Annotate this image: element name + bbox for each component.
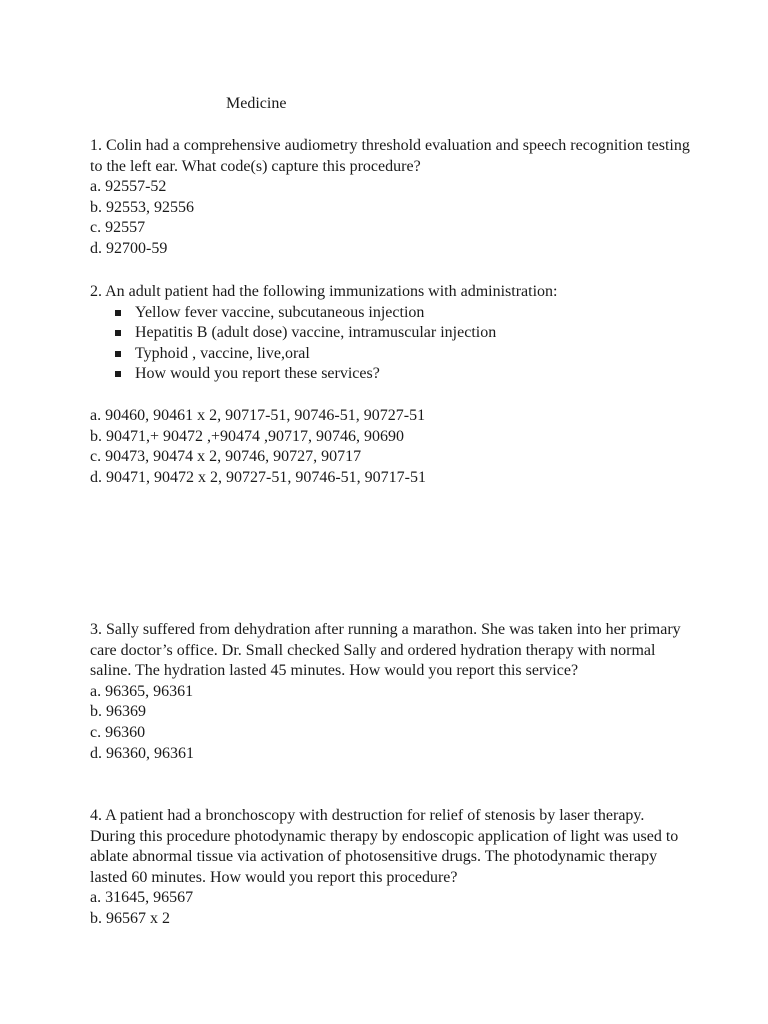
answer-option: d. 90471, 90472 x 2, 90727-51, 90746-51, 90717-51	[90, 468, 426, 486]
answer-option: b. 90471,+ 90472 ,+90474 ,90717, 90746, 90690	[90, 427, 405, 445]
question-1	[90, 136, 690, 260]
answer-option: c. 92557	[90, 219, 146, 237]
answer-option: a. 90460, 90461 x 2, 90717-51, 90746-51, 90727-51	[90, 406, 426, 424]
question-4	[90, 806, 690, 930]
list-item: How would you report these services?	[115, 364, 690, 385]
answer-option: d. 96360, 96361	[90, 744, 194, 762]
answer-option: a. 96365, 96361	[90, 682, 194, 700]
question-3	[90, 620, 690, 764]
question-text: 2. An adult patient had the following immunizations with administration:	[90, 283, 558, 300]
immunization-list	[90, 303, 690, 385]
answer-option: b. 92553, 92556	[90, 198, 194, 216]
page-title: Medicine	[226, 95, 287, 112]
answer-option: b. 96567 x 2	[90, 909, 170, 927]
answer-option: b. 96369	[90, 703, 146, 721]
question-text: 3. Sally suffered from dehydration after running a marathon. She was taken into her primary care doctor’s office. Dr. Small checked Sally and ordered hydration therapy with normal saline. The hydration lasted 45 minutes. How would you report this service?	[90, 621, 681, 680]
answer-option: a. 92557-52	[90, 178, 167, 196]
list-item: Typhoid , vaccine, live,oral	[115, 344, 690, 365]
answer-option: c. 90473, 90474 x 2, 90746, 90727, 90717	[90, 448, 362, 466]
question-2	[90, 282, 690, 488]
answer-option: c. 96360	[90, 723, 146, 741]
list-item: Hepatitis B (adult dose) vaccine, intramuscular injection	[115, 323, 690, 344]
answer-option: a. 31645, 96567	[90, 889, 194, 907]
question-text: 1. Colin had a comprehensive audiometry threshold evaluation and speech recognition testing to the left ear. What code(s) capture this procedure?	[90, 137, 690, 175]
answer-option: d. 92700-59	[90, 239, 168, 257]
question-text: 4. A patient had a bronchoscopy with destruction for relief of stenosis by laser therapy. During this procedure photodynamic therapy by endoscopic application of light was used to ablate abnormal tissue via activation of photosensitive drugs. The photodynamic therapy lasted 60 minutes. How would you report this procedure?	[90, 807, 679, 886]
list-item: Yellow fever vaccine, subcutaneous injection	[115, 303, 690, 324]
